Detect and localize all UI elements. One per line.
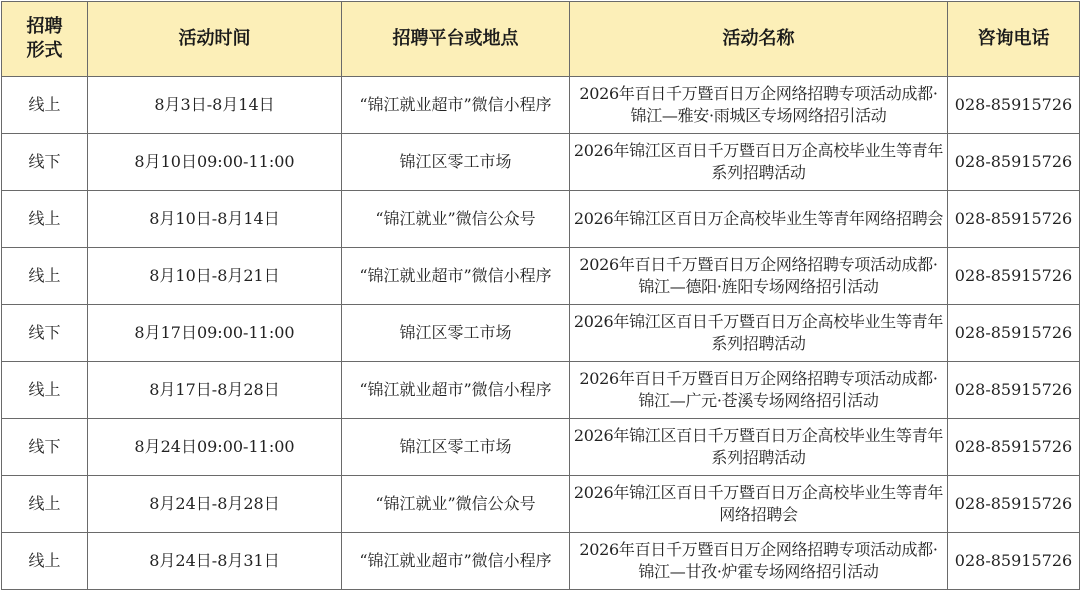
activity-time-cell: 8月24日09:00-11:00 [88,419,342,476]
header-contact-phone: 咨询电话 [948,2,1080,77]
platform-location-cell: “锦江就业超市”微信小程序 [342,533,570,590]
recruitment-mode-cell: 线下 [2,134,88,191]
recruitment-mode-cell: 线上 [2,362,88,419]
table-row [2,248,1080,305]
activity-time-cell: 8月24日-8月28日 [88,476,342,533]
activity-name-cell: 2026年锦江区百日千万暨百日万企高校毕业生等青年系列招聘活动 [570,419,948,476]
header-activity-time: 活动时间 [88,2,342,77]
header-row [2,2,1080,77]
activity-name-cell: 2026年锦江区百日千万暨百日万企高校毕业生等青年系列招聘活动 [570,134,948,191]
contact-phone-cell: 028-85915726 [948,419,1080,476]
table-row [2,305,1080,362]
activity-time-cell: 8月10日-8月21日 [88,248,342,305]
recruitment-mode-cell: 线下 [2,305,88,362]
activity-time-cell: 8月3日-8月14日 [88,77,342,134]
activity-time-cell: 8月10日09:00-11:00 [88,134,342,191]
activity-name-cell: 2026年锦江区百日千万暨百日万企高校毕业生等青年网络招聘会 [570,476,948,533]
platform-location-cell: “锦江就业”微信公众号 [342,191,570,248]
header-platform-location: 招聘平台或地点 [342,2,570,77]
activity-name-cell: 2026年锦江区百日万企高校毕业生等青年网络招聘会 [570,191,948,248]
platform-location-cell: “锦江就业”微信公众号 [342,476,570,533]
table-header [2,2,1080,77]
activity-name-cell: 2026年百日千万暨百日万企网络招聘专项活动成都·锦江—雅安·雨城区专场网络招引活动 [570,77,948,134]
activity-time-cell: 8月10日-8月14日 [88,191,342,248]
activity-name-cell: 2026年锦江区百日千万暨百日万企高校毕业生等青年系列招聘活动 [570,305,948,362]
table-row [2,362,1080,419]
contact-phone-cell: 028-85915726 [948,305,1080,362]
table-row [2,191,1080,248]
header-recruitment-mode: 招聘形式 [2,2,88,77]
platform-location-cell: 锦江区零工市场 [342,419,570,476]
recruitment-mode-cell: 线上 [2,476,88,533]
activity-time-cell: 8月24日-8月31日 [88,533,342,590]
table-row [2,419,1080,476]
recruitment-mode-cell: 线上 [2,191,88,248]
activity-name-cell: 2026年百日千万暨百日万企网络招聘专项活动成都·锦江—广元·苍溪专场网络招引活动 [570,362,948,419]
table-row [2,77,1080,134]
contact-phone-cell: 028-85915726 [948,362,1080,419]
activity-name-cell: 2026年百日千万暨百日万企网络招聘专项活动成都·锦江—甘孜·炉霍专场网络招引活动 [570,533,948,590]
platform-location-cell: “锦江就业超市”微信小程序 [342,77,570,134]
table-row [2,533,1080,590]
activity-time-cell: 8月17日-8月28日 [88,362,342,419]
contact-phone-cell: 028-85915726 [948,191,1080,248]
activity-name-cell: 2026年百日千万暨百日万企网络招聘专项活动成都·锦江—德阳·旌阳专场网络招引活动 [570,248,948,305]
table-row [2,476,1080,533]
platform-location-cell: “锦江就业超市”微信小程序 [342,248,570,305]
contact-phone-cell: 028-85915726 [948,533,1080,590]
activity-time-cell: 8月17日09:00-11:00 [88,305,342,362]
recruitment-mode-cell: 线上 [2,248,88,305]
recruitment-mode-cell: 线下 [2,419,88,476]
table-row [2,134,1080,191]
recruitment-schedule-table [1,1,1080,590]
recruitment-mode-cell: 线上 [2,77,88,134]
contact-phone-cell: 028-85915726 [948,248,1080,305]
recruitment-mode-cell: 线上 [2,533,88,590]
header-activity-name: 活动名称 [570,2,948,77]
contact-phone-cell: 028-85915726 [948,77,1080,134]
contact-phone-cell: 028-85915726 [948,476,1080,533]
platform-location-cell: 锦江区零工市场 [342,305,570,362]
platform-location-cell: 锦江区零工市场 [342,134,570,191]
table-body [2,77,1080,590]
platform-location-cell: “锦江就业超市”微信小程序 [342,362,570,419]
contact-phone-cell: 028-85915726 [948,134,1080,191]
